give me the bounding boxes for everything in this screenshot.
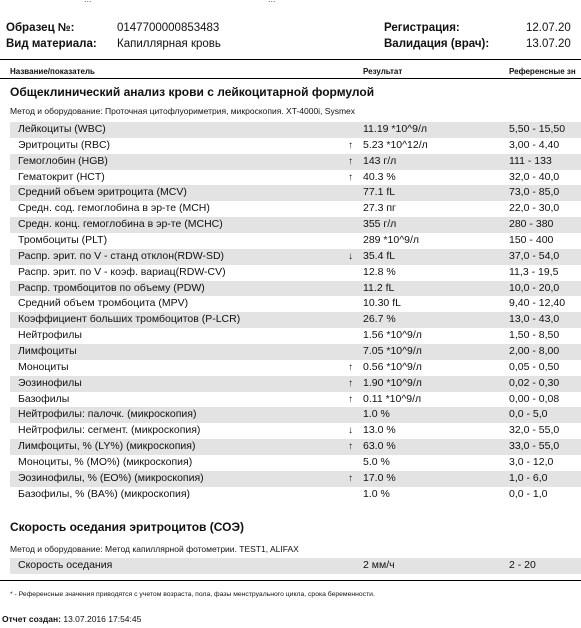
test-result: 5.23 *10^12/л	[363, 138, 428, 151]
test-name: Лейкоциты (WBC)	[18, 123, 106, 135]
results-table-cbc	[10, 122, 581, 503]
table-row	[10, 439, 581, 455]
table-row	[10, 360, 581, 376]
reference-range: 32,0 - 55,0	[509, 424, 560, 437]
cut-off-text-left	[84, 0, 92, 4]
reference-range: 0,0 - 1,0	[509, 487, 548, 500]
table-row	[10, 249, 581, 265]
table-row	[10, 154, 581, 170]
flag-arrow-icon: ↑	[348, 171, 353, 183]
table-row	[10, 217, 581, 233]
test-name: Эозинофилы, % (EO%) (микроскопия)	[18, 471, 204, 484]
reference-range: 1,0 - 6,0	[509, 471, 548, 484]
reference-footnote: * - Референсные значения приводятся с учетом возраста, пола, фазы менструального цикла, срока беременности.	[10, 591, 375, 598]
results-table-esr	[10, 558, 581, 574]
reference-range: 2 - 20	[509, 559, 536, 571]
reference-range: 13,0 - 43,0	[509, 313, 560, 326]
test-result: 12.8 %	[363, 265, 396, 278]
table-row	[10, 392, 581, 408]
test-result: 143 г/л	[363, 154, 397, 167]
flag-arrow-icon: ↑	[348, 441, 353, 453]
table-row	[10, 487, 581, 503]
table-row	[10, 233, 581, 249]
validation-label: Валидация (врач):	[384, 38, 490, 50]
table-row	[10, 281, 581, 297]
test-result: 40.3 %	[363, 170, 396, 183]
test-result: 77.1 fL	[363, 186, 396, 199]
test-result: 2 мм/ч	[363, 559, 395, 571]
reference-range: 1,50 - 8,50	[509, 329, 560, 342]
table-row	[10, 423, 581, 439]
test-result: 289 *10^9/л	[363, 234, 420, 247]
test-result: 1.90 *10^9/л	[363, 376, 422, 389]
cut-off-top-line	[0, 0, 581, 4]
test-result: 27.3 пг	[363, 202, 396, 215]
sample-number: 0147700000853483	[117, 22, 220, 34]
table-row	[10, 455, 581, 471]
reference-range: 150 - 400	[509, 234, 554, 247]
test-name: Гематокрит (HCT)	[18, 170, 105, 183]
column-reference-header: Референсные зн	[509, 67, 576, 76]
table-row	[10, 407, 581, 423]
test-name: Распр. эрит. по V - коэф. вариац(RDW-CV)	[18, 265, 226, 278]
table-row	[10, 312, 581, 328]
test-name: Нейтрофилы: сегмент. (микроскопия)	[18, 424, 201, 437]
table-row	[10, 122, 581, 138]
test-result: 35.4 fL	[363, 249, 396, 262]
test-name: Базофилы	[18, 392, 70, 405]
flag-arrow-icon: ↑	[348, 377, 353, 389]
reference-range: 11,3 - 19,5	[509, 265, 559, 278]
reference-range: 0,02 - 0,30	[509, 376, 560, 389]
test-result: 11.2 fL	[363, 281, 395, 294]
material-label: Вид материала:	[6, 38, 97, 50]
flag-arrow-icon: ↓	[348, 250, 353, 262]
test-result: 1.0 %	[363, 408, 390, 421]
test-result: 63.0 %	[363, 440, 396, 453]
table-row	[10, 296, 581, 312]
flag-arrow-icon: ↑	[348, 472, 353, 484]
reference-range: 3,0 - 12,0	[509, 456, 554, 469]
test-name: Эритроциты (RBC)	[18, 138, 111, 151]
table-row	[10, 344, 581, 360]
reference-range: 0,05 - 0,50	[509, 360, 560, 373]
sample-label: Образец №:	[6, 22, 75, 34]
table-row	[10, 376, 581, 392]
flag-arrow-icon: ↑	[348, 393, 353, 405]
section-method-cbc: Метод и оборудование: Проточная цитофлуориметрия, микроскопия. XT-4000i, Sysmex	[10, 106, 356, 116]
table-row	[10, 558, 581, 574]
flag-arrow-icon: ↑	[348, 361, 353, 373]
reference-range: 10,0 - 20,0	[509, 281, 560, 294]
reference-range: 2,00 - 8,00	[509, 345, 560, 358]
column-header-divider	[0, 78, 581, 79]
test-name: Средний объем тромбоцита (MPV)	[18, 297, 189, 310]
test-result: 7.05 *10^9/л	[363, 345, 422, 358]
table-bottom-divider	[0, 580, 581, 581]
test-name: Нейтрофилы: палочк. (микроскопия)	[18, 408, 197, 421]
test-result: 1.56 *10^9/л	[363, 329, 422, 342]
table-row	[10, 328, 581, 344]
test-name: Моноциты	[18, 360, 69, 373]
flag-arrow-icon: ↓	[348, 425, 353, 437]
reference-range: 280 - 380	[509, 218, 554, 231]
cut-off-text-right	[268, 0, 276, 4]
section-title-esr: Скорость оседания эритроцитов (СОЭ)	[10, 520, 244, 534]
test-name: Тромбоциты (PLT)	[18, 234, 108, 247]
test-result: 26.7 %	[363, 313, 396, 326]
test-name: Распр. тромбоцитов по объему (PDW)	[18, 281, 205, 294]
test-name: Эозинофилы	[18, 376, 82, 389]
report-created-label: Отчет создан:	[2, 614, 61, 624]
registration-date: 12.07.20	[526, 22, 571, 34]
test-name: Лимфоциты	[18, 345, 77, 358]
flag-arrow-icon: ↑	[348, 139, 353, 151]
table-row	[10, 201, 581, 217]
test-result: 11.19 *10^9/л	[363, 123, 427, 135]
test-name: Гемоглобин (HGB)	[18, 154, 108, 167]
column-result-header: Результат	[363, 67, 403, 76]
test-name: Средн. сод. гемоглобина в эр-те (MCH)	[18, 202, 210, 215]
test-name: Моноциты, % (MO%) (микроскопия)	[18, 456, 193, 469]
table-row	[10, 138, 581, 154]
test-result: 0.11 *10^9/л	[363, 392, 422, 405]
column-name-header: Название/показатель	[10, 67, 95, 76]
reference-range: 73,0 - 85,0	[509, 186, 560, 199]
test-name: Базофилы, % (BA%) (микроскопия)	[18, 487, 191, 500]
test-result: 13.0 %	[363, 424, 396, 437]
test-name: Лимфоциты, % (LY%) (микроскопия)	[18, 440, 196, 453]
header-divider	[0, 59, 581, 60]
test-result: 0.56 *10^9/л	[363, 360, 422, 373]
test-result: 5.0 %	[363, 456, 390, 469]
reference-range: 0,0 - 5,0	[509, 408, 548, 421]
reference-range: 9,40 - 12,40	[509, 297, 566, 310]
test-name: Нейтрофилы	[18, 329, 82, 342]
reference-range: 111 - 133	[509, 154, 552, 167]
test-name: Средн. конц. гемоглобина в эр-те (MCHC)	[18, 218, 223, 231]
reference-range: 3,00 - 4,40	[509, 138, 560, 151]
reference-range: 37,0 - 54,0	[509, 249, 560, 262]
report-created-datetime: 13.07.2016 17:54:45	[63, 614, 142, 624]
table-row	[10, 471, 581, 487]
header-row-sample	[0, 22, 581, 38]
validation-date: 13.07.20	[526, 38, 571, 50]
material-value: Капиллярная кровь	[117, 38, 221, 50]
test-result: 355 г/л	[363, 218, 397, 231]
table-row	[10, 185, 581, 201]
registration-label: Регистрация:	[384, 22, 460, 34]
test-name: Средний объем эритроцита (MCV)	[18, 186, 187, 199]
reference-range: 5,50 - 15,50	[509, 123, 566, 135]
flag-arrow-icon: ↑	[348, 155, 353, 167]
section-title-cbc: Общеклинический анализ крови с лейкоцитарной формулой	[10, 85, 375, 99]
header-row-material	[0, 38, 581, 54]
table-row	[10, 170, 581, 186]
section-method-esr: Метод и оборудование: Метод капиллярной фотометрии. TEST1, ALIFAX	[10, 544, 299, 554]
test-name: Скорость оседания	[18, 559, 113, 571]
reference-range: 33,0 - 55,0	[509, 440, 560, 453]
test-result: 10.30 fL	[363, 297, 401, 310]
test-result: 17.0 %	[363, 471, 396, 484]
test-name: Распр. эрит. по V - станд отклон(RDW-SD)	[18, 249, 225, 262]
reference-range: 32,0 - 40,0	[509, 170, 560, 183]
table-row	[10, 265, 581, 281]
test-name: Коэффициент больших тромбоцитов (P-LCR)	[18, 313, 241, 326]
reference-range: 22,0 - 30,0	[509, 202, 560, 215]
reference-range: 0,00 - 0,08	[509, 392, 560, 405]
test-result: 1.0 %	[363, 487, 390, 500]
report-created	[2, 614, 141, 624]
